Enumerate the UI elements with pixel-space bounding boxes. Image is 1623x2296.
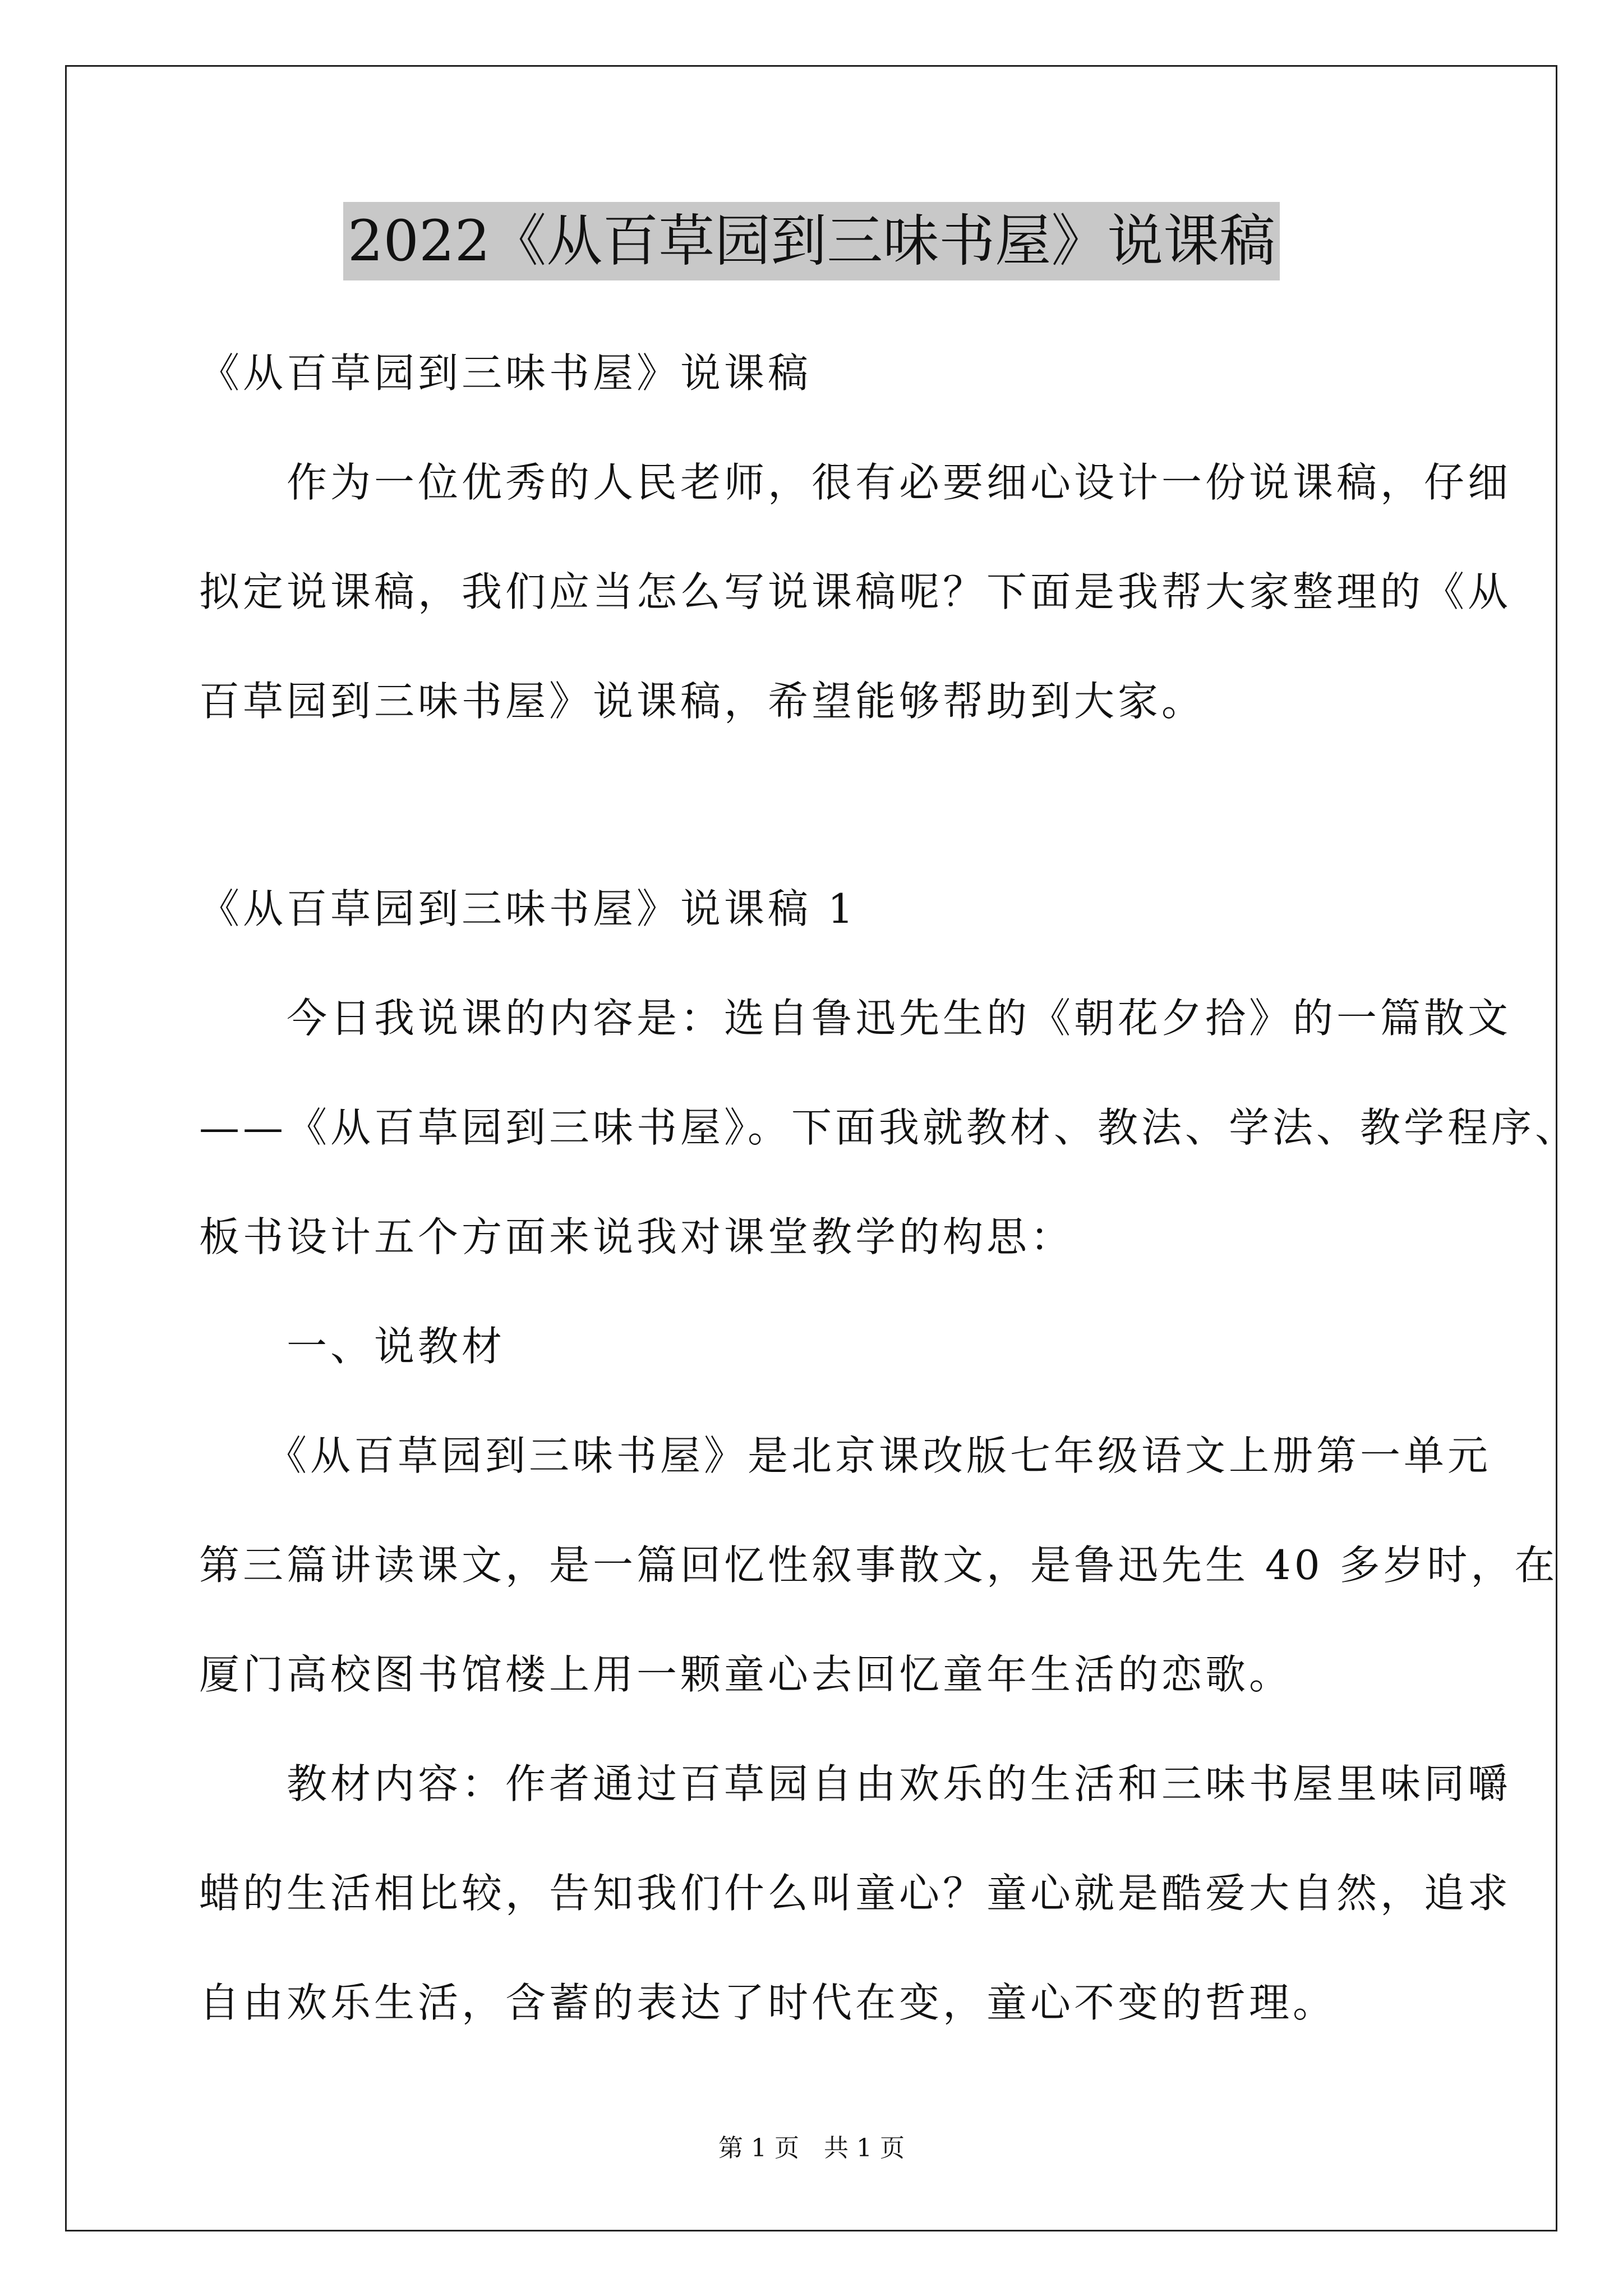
paragraph-line: ——《从百草园到三味书屋》。下面我就教材、教法、学法、教学程序、 <box>199 1104 1579 1151</box>
subtitle-line: 《从百草园到三味书屋》说课稿 <box>199 349 812 397</box>
paragraph-line: 百草园到三味书屋》说课稿，希望能够帮助到大家。 <box>199 678 1206 725</box>
paragraph-line: 板书设计五个方面来说我对课堂教学的构思： <box>199 1213 1075 1260</box>
paragraph-line: 今日我说课的内容是：选自鲁迅先生的《朝花夕拾》的一篇散文 <box>199 995 1512 1042</box>
paragraph-line: 厦门高校图书馆楼上用一颗童心去回忆童年生活的恋歌。 <box>199 1651 1293 1698</box>
paragraph-line: 第三篇讲读课文，是一篇回忆性叙事散文，是鲁迅先生 40 多岁时，在 <box>199 1542 1559 1589</box>
paragraph-line: 拟定说课稿，我们应当怎么写说课稿呢？下面是我帮大家整理的《从 <box>199 568 1512 615</box>
paragraph-line: 自由欢乐生活，含蓄的表达了时代在变，童心不变的哲理。 <box>199 1979 1337 2026</box>
document-title: 2022《从百草园到三味书屋》说课稿 <box>343 202 1280 280</box>
subsection-heading: 一、说教材 <box>199 1323 506 1370</box>
section-heading: 《从百草园到三味书屋》说课稿 1 <box>199 885 857 932</box>
title-container <box>0 202 1623 280</box>
paragraph-line: 《从百草园到三味书屋》是北京课改版七年级语文上册第一单元 <box>199 1432 1492 1479</box>
paragraph-line: 作为一位优秀的人民老师，很有必要细心设计一份说课稿，仔细 <box>199 459 1512 506</box>
paragraph-line: 蜡的生活相比较，告知我们什么叫童心？童心就是酷爱大自然，追求 <box>199 1870 1512 1917</box>
page-footer: 第 1 页 共 1 页 <box>718 2134 905 2162</box>
paragraph-line: 教材内容：作者通过百草园自由欢乐的生活和三味书屋里味同嚼 <box>199 1760 1512 1807</box>
